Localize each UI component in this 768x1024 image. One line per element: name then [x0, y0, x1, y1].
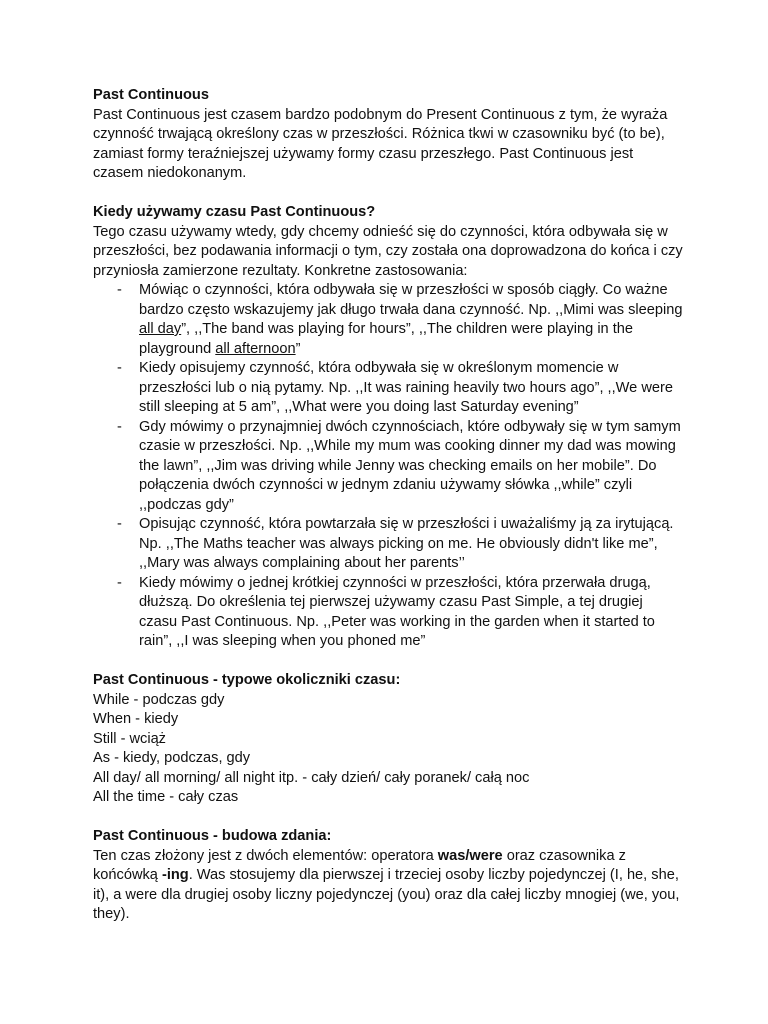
underlined-phrase: all afternoon [215, 340, 296, 357]
page-title: Past Continuous [93, 87, 209, 103]
bullet-dash: - [117, 360, 122, 376]
adverbial-line: While - podczas gdy [93, 691, 225, 708]
adverbials-heading: Past Continuous - typowe okoliczniki czasu: [93, 672, 401, 688]
document-body [93, 86, 683, 925]
list-item: - Mówiąc o czynności, która odbywała się w przeszłości w sposób ciągły. Co ważne bardzo często wskazujemy jak długo trwała dana czynność. Np. ,,Mimi was sleeping all day”, ,,The band was playing for hours”, ,,The children were playing in the playground all afternoon” [117, 282, 683, 357]
bullet-dash: - [117, 516, 122, 532]
list-item: - Opisując czynność, która powtarzała się w przeszłości i uważaliśmy ją za irytującą. Np. ,,The Maths teacher was always picking on me. He obviously didn't like me”, ,,Mary was always complaining about her parents’’ [117, 516, 674, 571]
usage-intro: Tego czasu używamy wtedy, gdy chcemy odnieść się do czynności, która odbywała się w przeszłości, bez podawania informacji o tym, czy została ona doprowadzona do końca i czy przyniosła zamierzone rezultaty. Konkretne zastosowania: [93, 223, 683, 279]
bullet-dash: - [117, 418, 122, 435]
usage-list [93, 281, 683, 652]
bullet-dash: - [117, 574, 122, 591]
usage-heading: Kiedy używamy czasu Past Continuous? [93, 204, 376, 220]
structure-heading: Past Continuous - budowa zdania: [93, 828, 332, 844]
structure-paragraph: Ten czas złożony jest z dwóch elementów: operatora was/were oraz czasownika z końcówką -ing. Was stosujemy dla pierwszej i trzeciej osoby liczby pojedynczej (I, he, she, it), a were dla drugiej osoby liczny pojedynczej (you) oraz dla całej liczby mnogiej (we, you, they). [93, 847, 680, 922]
adverbial-line: All the time - cały czas [93, 789, 239, 805]
bold-term: -ing [161, 867, 189, 883]
adverbial-line: All day/ all morning/ all night itp. - cały dzień/ cały poranek/ całą noc [93, 769, 530, 786]
bold-term: was/were [437, 847, 503, 864]
list-item: - Kiedy opisujemy czynność, która odbywała się w określonym momencie w przeszłości lub o nią pytamy. Np. ,,It was raining heavily two hours ago”, ,,We were still sleeping at 5 am”, ,,What were you doing last Saturday evening” [117, 360, 673, 415]
adverbial-line: As - kiedy, podczas, gdy [93, 750, 251, 766]
underlined-phrase: all day [139, 321, 182, 337]
intro-paragraph: Past Continuous jest czasem bardzo podobnym do Present Continuous z tym, że wyraża czynność trwającą określony czas w przeszłości. Różnica tkwi w czasowniku być (to be), zamiast formy teraźniejszej używamy formy czasu przeszłego. Past Continuous jest czasem niedokonanym. [93, 106, 668, 181]
list-item: - Gdy mówimy o przynajmniej dwóch czynnościach, które odbywały się w tym samym czasie w przeszłości. Np. ,,While my mum was cooking dinner my dad was mowing the lawn”, ,,Jim was driving while Jenny was checking emails on her mobile”. Do połączenia dwóch czynności w jednym zdaniu używamy słówka ,,while” czyli ,,podczas gdy” [117, 418, 681, 513]
bullet-dash: - [117, 282, 122, 298]
adverbial-line: Still - wciąż [93, 730, 166, 747]
list-item: - Kiedy mówimy o jednej krótkiej czynności w przeszłości, która przerwała drugą, dłuższą. Do określenia tej pierwszej używamy czasu Past Simple, a tej drugiej czasu Past Continuous. Np. ,,Peter was working in the garden when it started to rain”, ,,I was sleeping when you phoned me” [117, 574, 655, 649]
adverbial-line: When - kiedy [93, 711, 179, 727]
